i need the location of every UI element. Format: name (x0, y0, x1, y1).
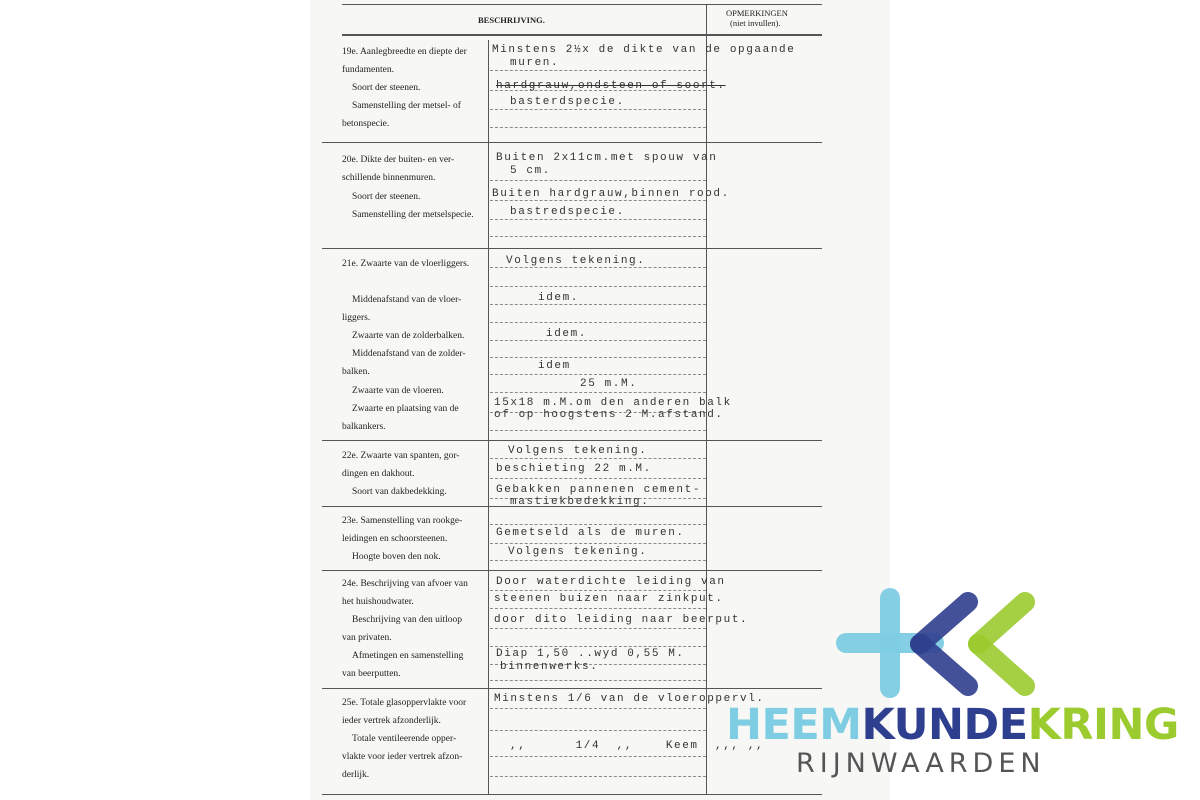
s22-label: 22e. Zwaarte van spanten, gor- (342, 451, 460, 461)
s24-label: Beschrijving van den uitloop (352, 615, 463, 625)
writing-line (490, 322, 706, 323)
niet-invullen-note: (niet invullen). (730, 18, 781, 28)
writing-line (490, 524, 706, 525)
s24-typed: binnenwerks. (500, 661, 599, 673)
s25-typed: Minstens 1/6 van de vloeroppervl. (494, 693, 765, 705)
s25-label: Totale ventileerende opper- (352, 734, 457, 744)
writing-line (490, 392, 706, 393)
writing-line (490, 340, 706, 341)
s21-label: Zwaarte van de vloeren. (352, 386, 444, 396)
writing-line (490, 267, 706, 268)
writing-line (490, 590, 706, 591)
s20-label: 20e. Dikte der buiten- en ver- (342, 155, 455, 165)
writing-line (490, 430, 706, 431)
s19-label: fundamenten. (342, 65, 394, 75)
s19-typed: muren. (510, 57, 560, 69)
s20-label: schillende binnenmuren. (342, 173, 436, 183)
writing-line (490, 646, 706, 647)
s24-typed: steenen buizen naar zinkput. (494, 593, 724, 605)
s19-label: 19e. Aanlegbreedte en diepte der (342, 47, 467, 57)
writing-line (490, 219, 706, 220)
s22-label: dingen en dakhout. (342, 469, 415, 479)
s21-typed: idem (538, 360, 571, 372)
s25-label: vlakte voor ieder vertrek afzon- (342, 752, 463, 762)
logo-kring: KRING (1027, 700, 1179, 750)
logo-heem: HEEM (726, 700, 862, 750)
s25-label: 25e. Totale glasoppervlakte voor (342, 698, 467, 708)
s19-label: Soort der steenen. (352, 83, 421, 93)
s20-label: Soort der steenen. (352, 192, 421, 202)
s19-label: Samenstelling der metsel- of (352, 101, 461, 111)
writing-line (490, 357, 706, 358)
s25-typed: ,, 1/4 ,, Keem ,,, ,, (510, 740, 765, 752)
s23-label: leidingen en schoorsteenen. (342, 534, 448, 544)
s19-label: betonspecie. (342, 119, 390, 129)
writing-line (490, 109, 706, 110)
s20-typed: 5 cm. (510, 165, 552, 177)
s24-label: van beerputten. (342, 669, 401, 679)
writing-line (490, 543, 706, 544)
logo-rijnwaarden: RIJNWAARDEN (796, 748, 1046, 779)
s22-typed: Gebakken pannenen cement- (496, 484, 702, 496)
s23-label: Hoogte boven den nok. (352, 552, 441, 562)
s21-typed: Volgens tekening. (506, 255, 646, 267)
s25-label: ieder vertrek afzonderlijk. (342, 716, 441, 726)
writing-line (490, 608, 706, 609)
s22-typed: beschieting 22 m.M. (496, 463, 652, 475)
writing-line (490, 200, 706, 201)
s21-label: Zwaarte van de zolderbalken. (352, 331, 465, 341)
writing-line (490, 180, 706, 181)
s20-typed: Buiten 2x11cm.met spouw van (496, 152, 718, 164)
section-separator (322, 440, 822, 441)
s21-label: Middenafstand van de vloer- (352, 295, 462, 305)
s24-typed: door dito leiding naar beerput. (494, 614, 749, 626)
section-separator (322, 794, 822, 795)
s22-typed: Volgens tekening. (508, 445, 648, 457)
header-bottom-rule (342, 34, 822, 36)
s24-label: Afmetingen en samenstelling (352, 651, 464, 661)
s19-typed: Minstens 2½x de dikte van de opgaande (492, 44, 796, 56)
column-divider-left (488, 40, 489, 795)
s23-label: 23e. Samenstelling van rookge- (342, 516, 463, 526)
writing-line (490, 776, 706, 777)
s22-typed: mastiekbedekking. (510, 496, 650, 508)
writing-line (490, 560, 706, 561)
s24-label: het huishoudwater. (342, 597, 414, 607)
writing-line (490, 628, 706, 629)
writing-line (490, 304, 706, 305)
writing-line (490, 730, 706, 731)
s21-typed: 25 m.M. (580, 378, 638, 390)
s20-label: Samenstelling der metselspecie. (352, 210, 474, 220)
s25-label: derlijk. (342, 770, 370, 780)
writing-line (490, 756, 706, 757)
s22-label: Soort van dakbedekking. (352, 487, 447, 497)
writing-line (490, 374, 706, 375)
s21-label: 21e. Zwaarte van de vloerliggers. (342, 259, 470, 269)
s21-label: Middenafstand van de zolder- (352, 349, 466, 359)
heemkundekring-logo (720, 580, 1179, 780)
s23-typed: Volgens tekening. (508, 546, 648, 558)
writing-line (490, 127, 706, 128)
s19-typed: hardgrauw,ondsteen of soort. (496, 80, 726, 92)
s19-typed: basterdspecie. (510, 96, 625, 108)
writing-line (490, 708, 706, 709)
writing-line (490, 286, 706, 287)
s21-typed: of op hoogstens 2 M.afstand. (494, 409, 724, 421)
section-separator (322, 142, 822, 143)
s21-typed: idem. (546, 328, 588, 340)
s21-label: Zwaarte en plaatsing van de (352, 404, 459, 414)
logo-kunde: KUNDE (861, 700, 1028, 750)
s24-typed: Diap 1,50 ..wyd 0,55 M. (496, 648, 685, 660)
s24-typed: Door waterdichte leiding van (496, 576, 726, 588)
s20-typed: Buiten hardgrauw,binnen rood. (492, 188, 730, 200)
s23-typed: Gemetseld als de muren. (496, 527, 685, 539)
s21-label: liggers. (342, 313, 371, 323)
writing-line (490, 236, 706, 237)
header-top-rule (342, 4, 822, 5)
s21-label: balkankers. (342, 422, 386, 432)
s24-label: van privaten. (342, 633, 392, 643)
logo-wordmark (726, 700, 1179, 750)
s20-typed: bastredspecie. (510, 206, 625, 218)
section-separator (322, 248, 822, 249)
s21-typed: 15x18 m.M.om den anderen balk (494, 397, 732, 409)
beschrijving-heading: BESCHRIJVING. (478, 15, 545, 25)
s21-typed: idem. (538, 292, 580, 304)
s21-label: balken. (342, 367, 370, 377)
writing-line (490, 70, 706, 71)
opmerkingen-heading: OPMERKINGEN (726, 8, 788, 18)
writing-line (490, 458, 706, 459)
writing-line (490, 478, 706, 479)
writing-line (490, 680, 706, 681)
section-separator (322, 570, 822, 571)
s24-label: 24e. Beschrijving van afvoer van (342, 579, 468, 589)
